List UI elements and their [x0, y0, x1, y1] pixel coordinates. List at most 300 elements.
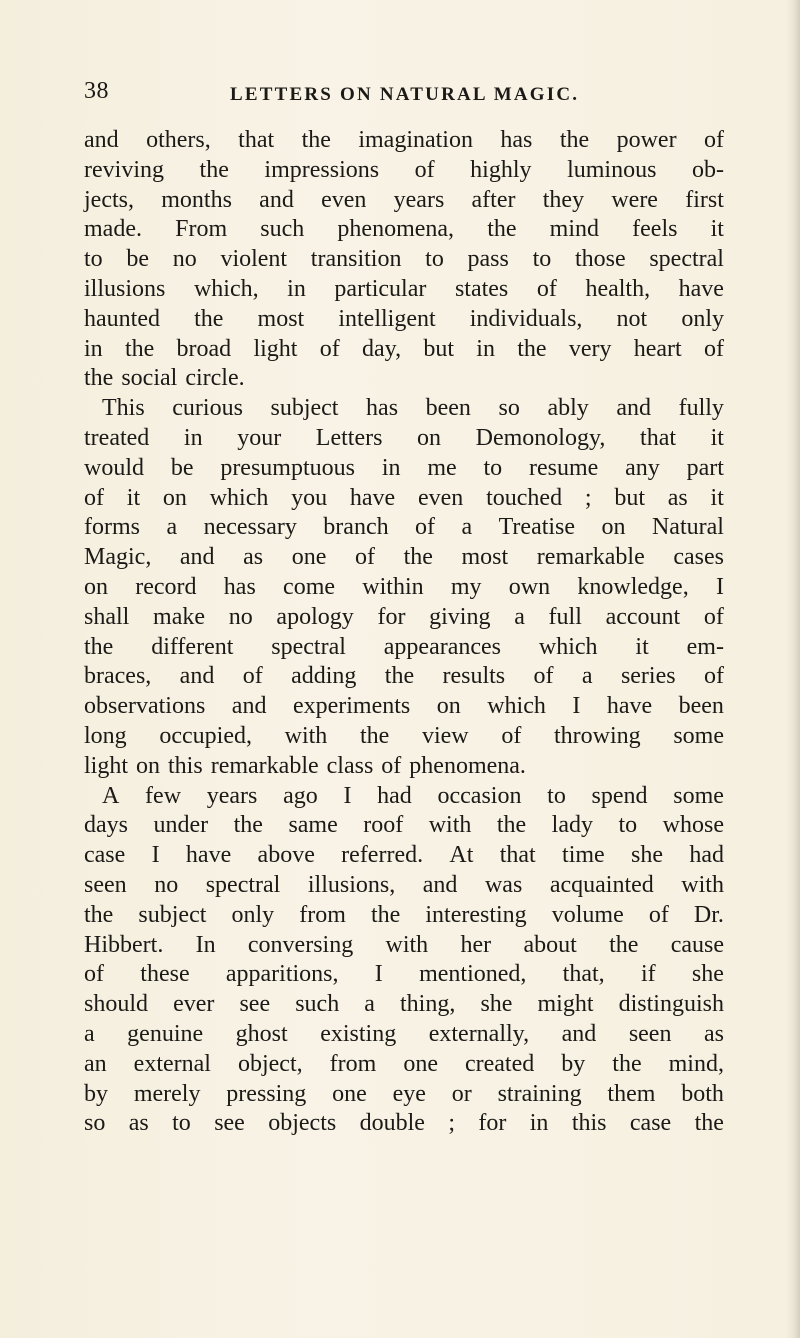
word: me [427, 454, 457, 481]
page-edge-shadow [786, 0, 800, 1338]
body-text [84, 126, 724, 1139]
word: objects [268, 1110, 337, 1137]
word: if [640, 961, 656, 988]
word: would [84, 454, 144, 481]
word: this [168, 752, 203, 779]
word: the [194, 305, 224, 332]
word: the [124, 335, 155, 362]
word: as [243, 544, 264, 571]
word: part [686, 454, 724, 481]
word: few [145, 782, 182, 809]
word: spend [591, 782, 648, 809]
text-line [84, 156, 724, 186]
word: experiments [292, 693, 411, 720]
word: same [288, 812, 338, 839]
word: mentioned, [419, 961, 527, 988]
word: seen [84, 871, 127, 898]
word: highly [470, 156, 532, 183]
word: remarkable [536, 544, 645, 571]
word: This [102, 395, 145, 422]
word: them [607, 1080, 656, 1107]
word: but [614, 484, 645, 511]
word: have [678, 275, 724, 302]
word: day, [362, 335, 402, 362]
word: the [517, 335, 547, 362]
word: states [454, 275, 509, 302]
word: make [153, 603, 206, 630]
word: referred. [341, 842, 424, 869]
word: it [126, 484, 141, 511]
word: for [377, 603, 406, 630]
word: but [423, 335, 455, 362]
word: to [172, 1110, 191, 1137]
text-line [84, 782, 724, 812]
word: and [231, 693, 267, 720]
word: externally, [428, 1020, 530, 1047]
word: that [238, 127, 275, 153]
word: this [571, 1110, 607, 1137]
word: of [381, 752, 402, 779]
word: of [533, 663, 554, 690]
word: interesting [425, 901, 527, 928]
page-number: 38 [84, 78, 109, 104]
word: of [703, 663, 724, 690]
word: no [172, 246, 197, 273]
word: mind [549, 216, 599, 243]
word: remarkable [210, 752, 319, 779]
word: power [616, 127, 677, 153]
word: resume [528, 454, 599, 481]
word: it [710, 424, 724, 451]
word: the [496, 812, 527, 839]
text-line [84, 573, 724, 603]
text-line [84, 245, 724, 275]
word: ; [448, 1110, 455, 1137]
word: ghost [235, 1020, 288, 1047]
word: and [179, 544, 215, 571]
word: to [425, 246, 444, 273]
word: account [605, 603, 681, 630]
word: even [321, 186, 367, 213]
word: From [175, 216, 228, 243]
word: on [601, 514, 626, 541]
word: subject [270, 395, 339, 422]
word: apology [276, 603, 354, 630]
word: the [609, 931, 639, 958]
word: results [442, 663, 506, 690]
word: a [364, 991, 375, 1018]
text-line [84, 841, 724, 871]
word: and [616, 395, 651, 422]
word: eye [392, 1080, 426, 1107]
text-line [84, 901, 724, 931]
word: most [257, 305, 305, 332]
word: some [673, 722, 724, 749]
word: with [385, 931, 429, 958]
word: been [425, 395, 471, 422]
text-line [84, 186, 724, 216]
word: the [233, 812, 263, 839]
word: impressions [264, 156, 380, 183]
running-title: LETTERS ON NATURAL MAGIC. [230, 84, 580, 105]
word: A [102, 782, 120, 809]
word: branch [323, 514, 389, 541]
word: be [126, 246, 150, 273]
word: were [611, 186, 658, 213]
word: ably [547, 395, 589, 422]
word: have [606, 693, 653, 720]
word: lady [551, 812, 593, 839]
word: view [421, 722, 469, 749]
word: should [84, 991, 149, 1018]
word: those [574, 246, 626, 273]
word: health, [585, 275, 651, 302]
word: genuine [127, 1020, 204, 1047]
word: adding [291, 663, 357, 690]
word: throwing [553, 722, 641, 749]
word: In [195, 931, 216, 958]
word: Treatise [498, 514, 576, 541]
word: Hibbert. [84, 931, 164, 958]
word: and [84, 127, 119, 153]
word: Letters [315, 424, 383, 451]
word: in [529, 1110, 549, 1137]
word: necessary [203, 514, 297, 541]
word: different [151, 633, 234, 660]
word: thing, [400, 991, 456, 1018]
text-line [84, 752, 724, 782]
word: that [640, 424, 677, 451]
word: have [185, 842, 232, 869]
word: Natural [651, 514, 724, 541]
word: be [170, 454, 194, 481]
word: a [581, 663, 593, 690]
word: it [710, 484, 724, 511]
word: or [451, 1080, 472, 1107]
text-line [84, 305, 724, 335]
word: pass [467, 246, 509, 273]
word: days [84, 812, 128, 839]
word: of [703, 335, 724, 362]
word: subject [138, 901, 207, 928]
word: others, [146, 127, 211, 153]
word: the [403, 544, 433, 571]
word: one [332, 1080, 367, 1107]
word: so [84, 1110, 106, 1137]
word: no [154, 871, 179, 898]
word: by [84, 1080, 108, 1107]
word: my [450, 573, 482, 600]
word: with [428, 812, 472, 839]
word: these [140, 961, 190, 988]
text-line [84, 811, 724, 841]
word: Magic, [84, 544, 152, 571]
word: had [377, 782, 412, 809]
word: own [508, 573, 551, 600]
word: from [299, 901, 346, 928]
word: of [319, 335, 340, 362]
word: distinguish [618, 991, 724, 1018]
word: a [514, 603, 525, 630]
word: spectral [205, 871, 281, 898]
word: time [562, 842, 605, 869]
word: with [284, 722, 328, 749]
word: I [343, 782, 352, 809]
word: the [370, 901, 401, 928]
word: the [612, 1050, 642, 1077]
word: any [625, 454, 660, 481]
word: straining [497, 1080, 582, 1107]
word: both [681, 1080, 724, 1107]
text-line [84, 722, 724, 752]
word: you [291, 484, 328, 511]
word: reviving [84, 156, 164, 183]
word: made. [84, 216, 142, 243]
word: conversing [247, 931, 354, 958]
word: about [523, 931, 577, 958]
word: violent [220, 246, 288, 273]
word: one [291, 544, 327, 571]
word: transition [310, 246, 402, 273]
word: a [461, 514, 473, 541]
word: I [374, 961, 383, 988]
word: spectral [649, 246, 724, 273]
text-line [84, 871, 724, 901]
word: light [253, 335, 298, 362]
word: I [715, 573, 724, 600]
word: from [329, 1050, 377, 1077]
word: might [537, 991, 594, 1018]
text-line [84, 960, 724, 990]
word: feels [632, 216, 678, 243]
word: your [237, 424, 282, 451]
text-line [84, 215, 724, 245]
word: and [259, 186, 294, 213]
text-line [84, 394, 724, 424]
word: that, [562, 961, 605, 988]
word: her [460, 931, 492, 958]
word: illusions [84, 275, 166, 302]
word: an [84, 1050, 107, 1077]
word: to [547, 782, 566, 809]
word: Demonology, [475, 424, 606, 451]
text-line [84, 1080, 724, 1110]
word: above [257, 842, 315, 869]
word: and [179, 663, 215, 690]
word: of [414, 156, 435, 183]
word: of [648, 901, 669, 928]
word: no [228, 603, 253, 630]
word: they [542, 186, 585, 213]
word: treated [84, 424, 150, 451]
word: one [403, 1050, 438, 1077]
word: light [84, 752, 129, 779]
text-line [84, 543, 724, 573]
word: in [287, 275, 306, 302]
word: double [359, 1110, 425, 1137]
word: apparitions, [225, 961, 339, 988]
word: some [673, 782, 724, 809]
word: jects, [84, 186, 134, 213]
word: have [349, 484, 396, 511]
word: only [231, 901, 275, 928]
word: she [480, 991, 513, 1018]
running-head [84, 78, 724, 118]
text-line [84, 364, 724, 394]
word: social [121, 365, 178, 392]
word: see [239, 991, 271, 1018]
word: I [572, 693, 581, 720]
word: had [689, 842, 724, 869]
word: a [84, 1020, 95, 1047]
word: heart [633, 335, 682, 362]
text-line [84, 990, 724, 1020]
word: it [710, 216, 724, 243]
word: pressing [226, 1080, 307, 1107]
word: record [135, 573, 197, 600]
word: ; [584, 484, 592, 511]
word: series [620, 663, 676, 690]
word: on [417, 424, 442, 451]
word: to [618, 812, 638, 839]
word: phenomena. [409, 752, 526, 779]
word: with [681, 871, 724, 898]
word: class [326, 752, 374, 779]
word: after [471, 186, 516, 213]
word: acquainted [549, 871, 654, 898]
word: cases [673, 544, 724, 571]
word: occasion [437, 782, 522, 809]
word: has [500, 127, 533, 153]
word: and [422, 871, 458, 898]
text-line [84, 662, 724, 692]
word: circle. [185, 365, 245, 392]
word: the [559, 127, 590, 153]
word: ever [173, 991, 215, 1018]
word: been [678, 693, 724, 720]
word: mind, [668, 1050, 724, 1077]
word: shall [84, 603, 130, 630]
word: touched [486, 484, 563, 511]
word: case [84, 842, 126, 869]
word: Dr. [693, 901, 724, 928]
word: on [136, 752, 161, 779]
word: seen [628, 1020, 672, 1047]
text-line [84, 633, 724, 663]
word: has [223, 573, 256, 600]
word: individuals, [469, 305, 583, 332]
word: which [487, 693, 546, 720]
word: not [616, 305, 648, 332]
word: as [703, 1020, 724, 1047]
word: months [161, 186, 232, 213]
text-line [84, 931, 724, 961]
text-line [84, 1109, 724, 1139]
word: a [166, 514, 178, 541]
word: the [359, 722, 390, 749]
word: of [703, 603, 724, 630]
word: of [84, 484, 104, 511]
word: created [464, 1050, 535, 1077]
word: so [498, 395, 520, 422]
word: she [631, 842, 664, 869]
word: such [260, 216, 305, 243]
word: such [295, 991, 340, 1018]
word: which [209, 484, 269, 511]
word: full [548, 603, 582, 630]
word: within [362, 573, 424, 600]
word: to [84, 246, 103, 273]
word: haunted [84, 305, 160, 332]
word: which [538, 633, 598, 660]
word: very [568, 335, 612, 362]
word: that [499, 842, 536, 869]
word: ago [283, 782, 318, 809]
word: of [703, 127, 724, 153]
word: volume [551, 901, 624, 928]
word: illusions, [307, 871, 396, 898]
word: presumptuous [220, 454, 355, 481]
word: and [561, 1020, 597, 1047]
word: on [84, 573, 108, 600]
word: roof [363, 812, 404, 839]
text-line [84, 424, 724, 454]
word: whose [662, 812, 724, 839]
text-line [84, 603, 724, 633]
word: At [449, 842, 474, 869]
word: long [84, 722, 127, 749]
word: of [242, 663, 263, 690]
word: see [214, 1110, 245, 1137]
word: the [199, 156, 229, 183]
word: most [461, 544, 509, 571]
word: years [206, 782, 258, 809]
word: external [133, 1050, 211, 1077]
word: in [183, 424, 203, 451]
word: the [84, 365, 114, 392]
word: I [151, 842, 160, 869]
word: braces, [84, 663, 152, 690]
word: appearances [383, 633, 502, 660]
word: merely [133, 1080, 201, 1107]
word: case [629, 1110, 672, 1137]
word: she [691, 961, 724, 988]
word: of [415, 514, 436, 541]
word: as [667, 484, 688, 511]
word: even [418, 484, 464, 511]
word: which, [193, 275, 259, 302]
word: existing [320, 1020, 397, 1047]
word: has [366, 395, 399, 422]
word: for [478, 1110, 507, 1137]
word: to [483, 454, 503, 481]
word: cause [670, 931, 724, 958]
word: the [84, 633, 114, 660]
word: on [162, 484, 187, 511]
word: of [536, 275, 557, 302]
word: phenomena, [337, 216, 455, 243]
word: the [384, 663, 415, 690]
word: curious [172, 395, 243, 422]
word: em- [686, 633, 724, 660]
word: in [84, 335, 103, 362]
word: under [153, 812, 209, 839]
word: broad [176, 335, 232, 362]
text-line [84, 1050, 724, 1080]
word: luminous [567, 156, 657, 183]
word: the [84, 901, 114, 928]
word: observations [84, 693, 206, 720]
